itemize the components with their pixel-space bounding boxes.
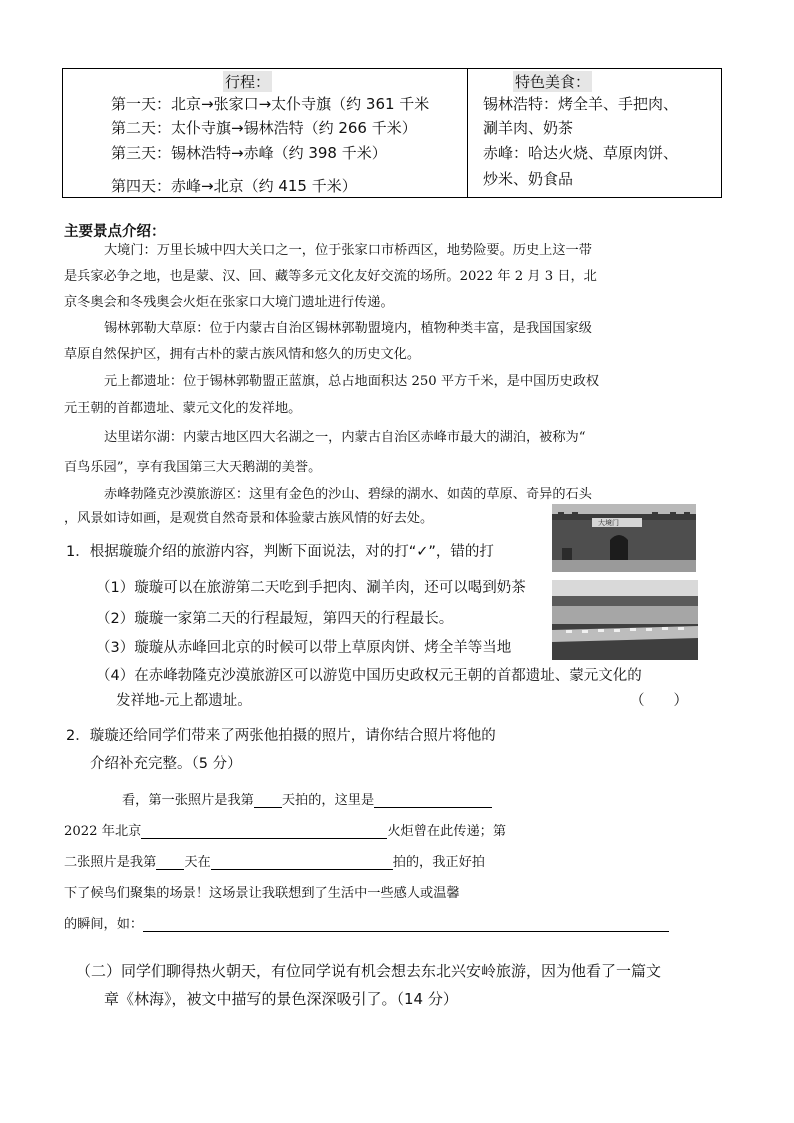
food-line-3: 赤峰：哈达火烧、草原肉饼、 xyxy=(483,144,679,162)
blank-day-2[interactable] xyxy=(156,855,184,870)
lake-photo-image xyxy=(552,580,698,660)
fill-text: 天在 xyxy=(184,855,211,870)
question-1-item-3: （3）璇璇从赤峰回北京的时候可以带上草原肉饼、烤全羊等当地 xyxy=(96,640,512,656)
food-line-2: 涮羊肉、奶茶 xyxy=(483,119,574,137)
section-title: 主要景点介绍： xyxy=(64,224,166,240)
question-2-stem-2: 介绍补充完整。（5 分） xyxy=(90,756,242,772)
itinerary-table xyxy=(62,68,722,198)
itinerary-day-2: 第二天：太仆寺旗→锡林浩特（约 266 千米） xyxy=(111,119,417,137)
fill-text: 2022 年北京 xyxy=(64,824,142,839)
fill-line-4: 下了候鸟们聚集的场景！这场景让我联想到了生活中一些感人或温馨 xyxy=(64,886,460,901)
gate-sign: 大境门 xyxy=(598,519,619,527)
blank-day-1[interactable] xyxy=(254,793,282,808)
fill-text: 二张照片是我第 xyxy=(64,855,157,870)
fill-text: 的瞬间，如： xyxy=(64,917,144,932)
question-2-stem-1: 2．璇璇还给同学们带来了两张他拍摄的照片，请你结合照片将他的 xyxy=(66,728,496,744)
fill-text: 拍的，我正好拍 xyxy=(392,855,485,870)
para-line: 京冬奥会和冬残奥会火炬在张家口大境门遗址进行传递。 xyxy=(64,295,394,310)
fill-line-2 xyxy=(64,820,506,839)
para-line: 赤峰勃隆克沙漠旅游区：这里有金色的沙山、碧绿的湖水、如茵的草原、奇异的石头 xyxy=(104,487,592,502)
itinerary-day-1: 第一天：北京→张家口→太仆寺旗（约 361 千米 xyxy=(111,95,430,113)
question-1-item-2: （2）璇璇一家第二天的行程最短，第四天的行程最长。 xyxy=(96,611,454,627)
para-line: ，风景如诗如画，是观赏自然奇景和体验蒙古族风情的好去处。 xyxy=(64,511,434,526)
question-1-item-1: （1）璇璇可以在旅游第二天吃到手把肉、涮羊肉，还可以喝到奶茶 xyxy=(96,580,526,596)
para-line: 百鸟乐园”，享有我国第三大天鹅湖的美誉。 xyxy=(64,460,322,475)
para-line: 大境门：万里长城中四大关口之一，位于张家口市桥西区，地势险要。历史上这一带 xyxy=(104,243,592,258)
fill-line-5 xyxy=(64,913,669,932)
para-line: 元王朝的首都遗址、蒙元文化的发祥地。 xyxy=(64,401,302,416)
para-line: 元上都遗址：位于锡林郭勒盟正蓝旗，总占地面积达 250 平方千米，是中国历史政权 xyxy=(104,374,600,389)
answer-parens[interactable]: （ ） xyxy=(630,693,688,709)
blank-event[interactable] xyxy=(141,824,387,839)
blank-place-1[interactable] xyxy=(374,793,492,808)
para-line: 是兵家必争之地，也是蒙、汉、回、藏等多元文化友好交流的场所。2022 年 2 月 3 日，北 xyxy=(64,269,597,284)
food-header: 特色美食： xyxy=(515,73,591,91)
fill-text: 天拍的，这里是 xyxy=(281,793,375,808)
para-line: 达里诺尔湖：内蒙古地区四大名湖之一，内蒙古自治区赤峰市最大的湖泊，被称为“ xyxy=(104,430,586,445)
fill-line-3 xyxy=(64,851,485,870)
fill-line-1 xyxy=(122,789,492,808)
question-1-stem: 1．根据璇璇介绍的旅游内容，判断下面说法，对的打“✓”，错的打 xyxy=(66,544,494,560)
dajingmen-photo-image xyxy=(552,504,696,572)
question-1-item-4: （4）在赤峰勃隆克沙漠旅游区可以游览中国历史政权元王朝的首都遗址、蒙元文化的 xyxy=(96,668,642,684)
part-2-line-1: （二）同学们聊得热火朝天，有位同学说有机会想去东北兴安岭旅游，因为他看了一篇文 xyxy=(76,962,662,980)
blank-example[interactable] xyxy=(143,917,669,932)
itinerary-day-3: 第三天：锡林浩特→赤峰（约 398 千米） xyxy=(111,144,387,162)
itinerary-column xyxy=(63,69,468,197)
photo-dajingmen xyxy=(552,504,696,572)
para-line: 草原自然保护区，拥有古朴的蒙古族风情和悠久的历史文化。 xyxy=(64,347,421,362)
fill-text: 火炬曾在此传递；第 xyxy=(387,824,507,839)
photo-lake-birds xyxy=(552,580,698,660)
question-1-item-4-cont: 发祥地-元上都遗址。 xyxy=(116,693,252,709)
part-2-line-2: 章《林海》，被文中描写的景色深深吸引了。（14 分） xyxy=(104,990,458,1008)
itinerary-day-4: 第四天：赤峰→北京（约 415 千米） xyxy=(111,177,357,195)
blank-place-2[interactable] xyxy=(211,855,393,870)
itinerary-header: 行程： xyxy=(225,73,271,91)
food-line-4: 炒米、奶食品 xyxy=(483,170,574,188)
food-line-1: 锡林浩特：烤全羊、手把肉、 xyxy=(483,95,679,113)
fill-text: 看，第一张照片是我第 xyxy=(122,793,254,808)
para-line: 锡林郭勒大草原：位于内蒙古自治区锡林郭勒盟境内，植物种类丰富，是我国国家级 xyxy=(104,321,592,336)
